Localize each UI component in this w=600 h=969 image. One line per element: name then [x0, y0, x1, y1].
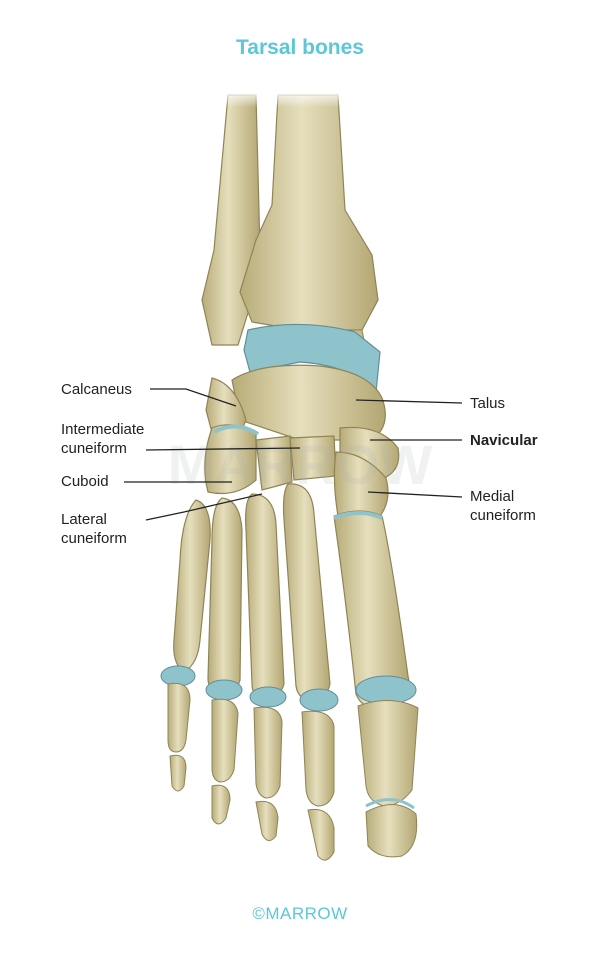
label-medial-cuneiform-line2: cuneiform: [470, 507, 536, 524]
label-lateral-cuneiform-line1: Lateral: [61, 511, 107, 528]
label-intermediate-cuneiform: [61, 420, 144, 458]
phalanges: [168, 683, 418, 860]
label-talus: Talus: [470, 395, 506, 412]
label-intermediate-cuneiform-line1: Intermediate: [61, 421, 145, 438]
marrow-credit: ©MARROW: [252, 904, 348, 923]
label-cuboid: Cuboid: [61, 473, 109, 490]
label-navicular: Navicular: [470, 432, 538, 449]
label-intermediate-cuneiform-line2: cuneiform: [61, 440, 127, 457]
label-lateral-cuneiform-line2: cuneiform: [61, 530, 127, 547]
label-medial-cuneiform-line1: Medial: [470, 488, 515, 505]
label-lateral-cuneiform: [61, 510, 127, 548]
label-medial-cuneiform: [470, 487, 536, 525]
watermark-text: MARROW: [167, 433, 433, 496]
page-title: Tarsal bones: [236, 36, 364, 59]
metatarsals: [174, 484, 410, 710]
label-calcaneus: Calcaneus: [61, 381, 132, 398]
